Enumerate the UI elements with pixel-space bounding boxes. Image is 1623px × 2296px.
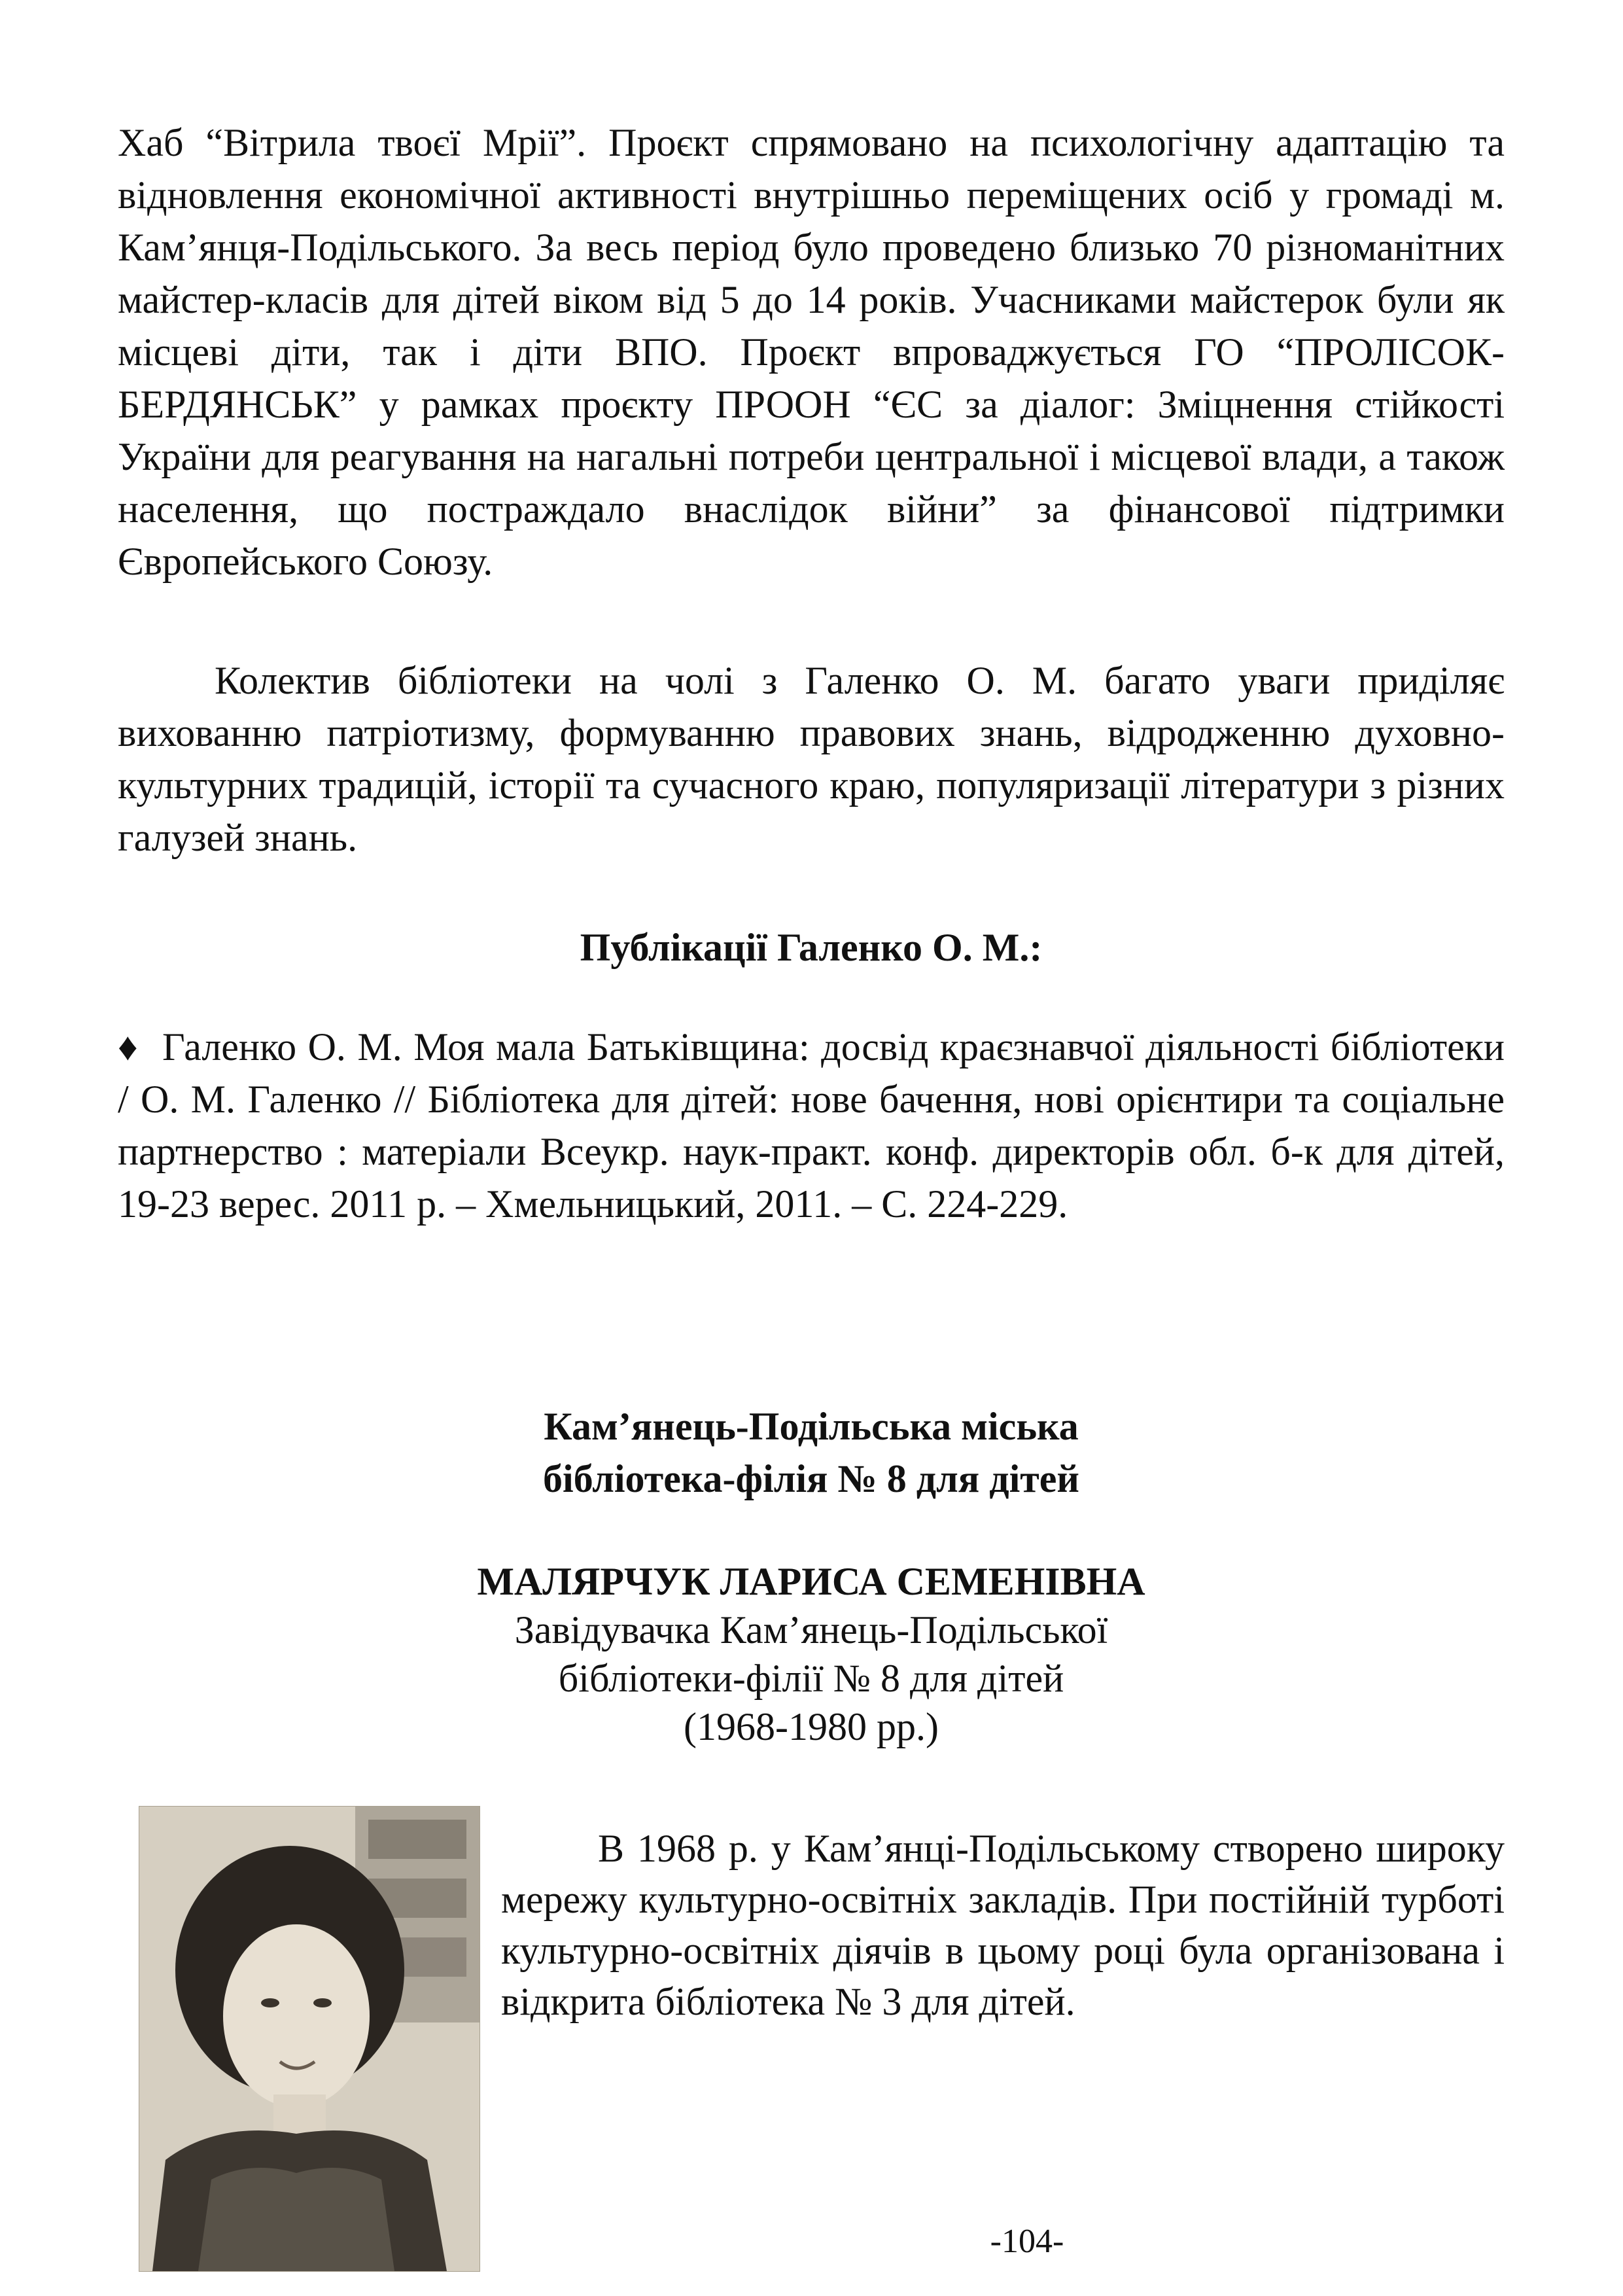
publication-entry bbox=[118, 1021, 1505, 1230]
diamond-bullet-icon: ♦ bbox=[118, 1025, 140, 1069]
library-title-line-1: Кам’янець-Подільська міська bbox=[544, 1405, 1079, 1448]
library-title bbox=[118, 1400, 1505, 1505]
publication-entry-text: Галенко О. М. Моя мала Батьківщина: досвід краєзнавчої діяльності бібліотеки / О. М. Галенко // Бібліотека для дітей: нове бачення, нові орієнтири та соціальне партнерство : матеріали Всеукр. наук-практ. конф. директорів обл. б-к для дітей, 19-23 верес. 2011 р. – Хмельницький, 2011. – С. 224-229. bbox=[118, 1025, 1505, 1226]
page-number: -104- bbox=[990, 2223, 1064, 2260]
person-name: МАЛЯРЧУК ЛАРИСА СЕМЕНІВНА bbox=[477, 1560, 1145, 1603]
publications-heading: Публікації Галенко О. М.: bbox=[580, 926, 1043, 969]
portrait-illustration bbox=[139, 1807, 480, 2271]
body-paragraph-1: Хаб “Вітрила твоєї Мрії”. Проєкт спрямовано на психологічну адаптацію та відновлення економічної активності внутрішньо переміщених осіб у громаді м. Кам’янця-Подільського. За весь період було проведено близько 70 різноманітних майстер-класів для дітей віком від 5 до 14 років. Учасниками майстерок були як місцеві діти, так і діти ВПО. Проєкт впроваджується ГО “ПРОЛІСОК-БЕРДЯНСЬК” у рамках проєкту ПРООН “ЄС за діалог: Зміцнення стійкості України для реагування на нагальні потреби центральної і місцевої влади, а також населення, що постраждало внаслідок війни” за фінансової підтримки Європейського Союзу. bbox=[118, 121, 1505, 583]
side-paragraph: В 1968 р. у Кам’янці-Подільському створено широку мережу культурно-освітніх закладів. При постійній турботі культурно-освітніх діячів в цьому році була організована і відкрита бібліотека № 3 для дітей. bbox=[501, 1827, 1505, 2023]
person-role-line-2: бібліотеки-філії № 8 для дітей bbox=[558, 1657, 1064, 1700]
body-paragraph-2: Колектив бібліотеки на чолі з Галенко О. М. багато уваги приділяє вихованню патріотизму, формуванню правових знань, відродженню духовно-культурних традицій, історії та сучасного краю, популяризації літератури з різних галузей знань. bbox=[118, 659, 1505, 859]
person-role-line-1: Завідувачка Кам’янець-Подільської bbox=[514, 1608, 1108, 1651]
person-header bbox=[118, 1557, 1505, 1751]
library-title-line-2: бібліотека-філія № 8 для дітей bbox=[543, 1457, 1079, 1500]
person-years: (1968-1980 рр.) bbox=[684, 1705, 939, 1748]
portrait-photo bbox=[139, 1806, 480, 2272]
